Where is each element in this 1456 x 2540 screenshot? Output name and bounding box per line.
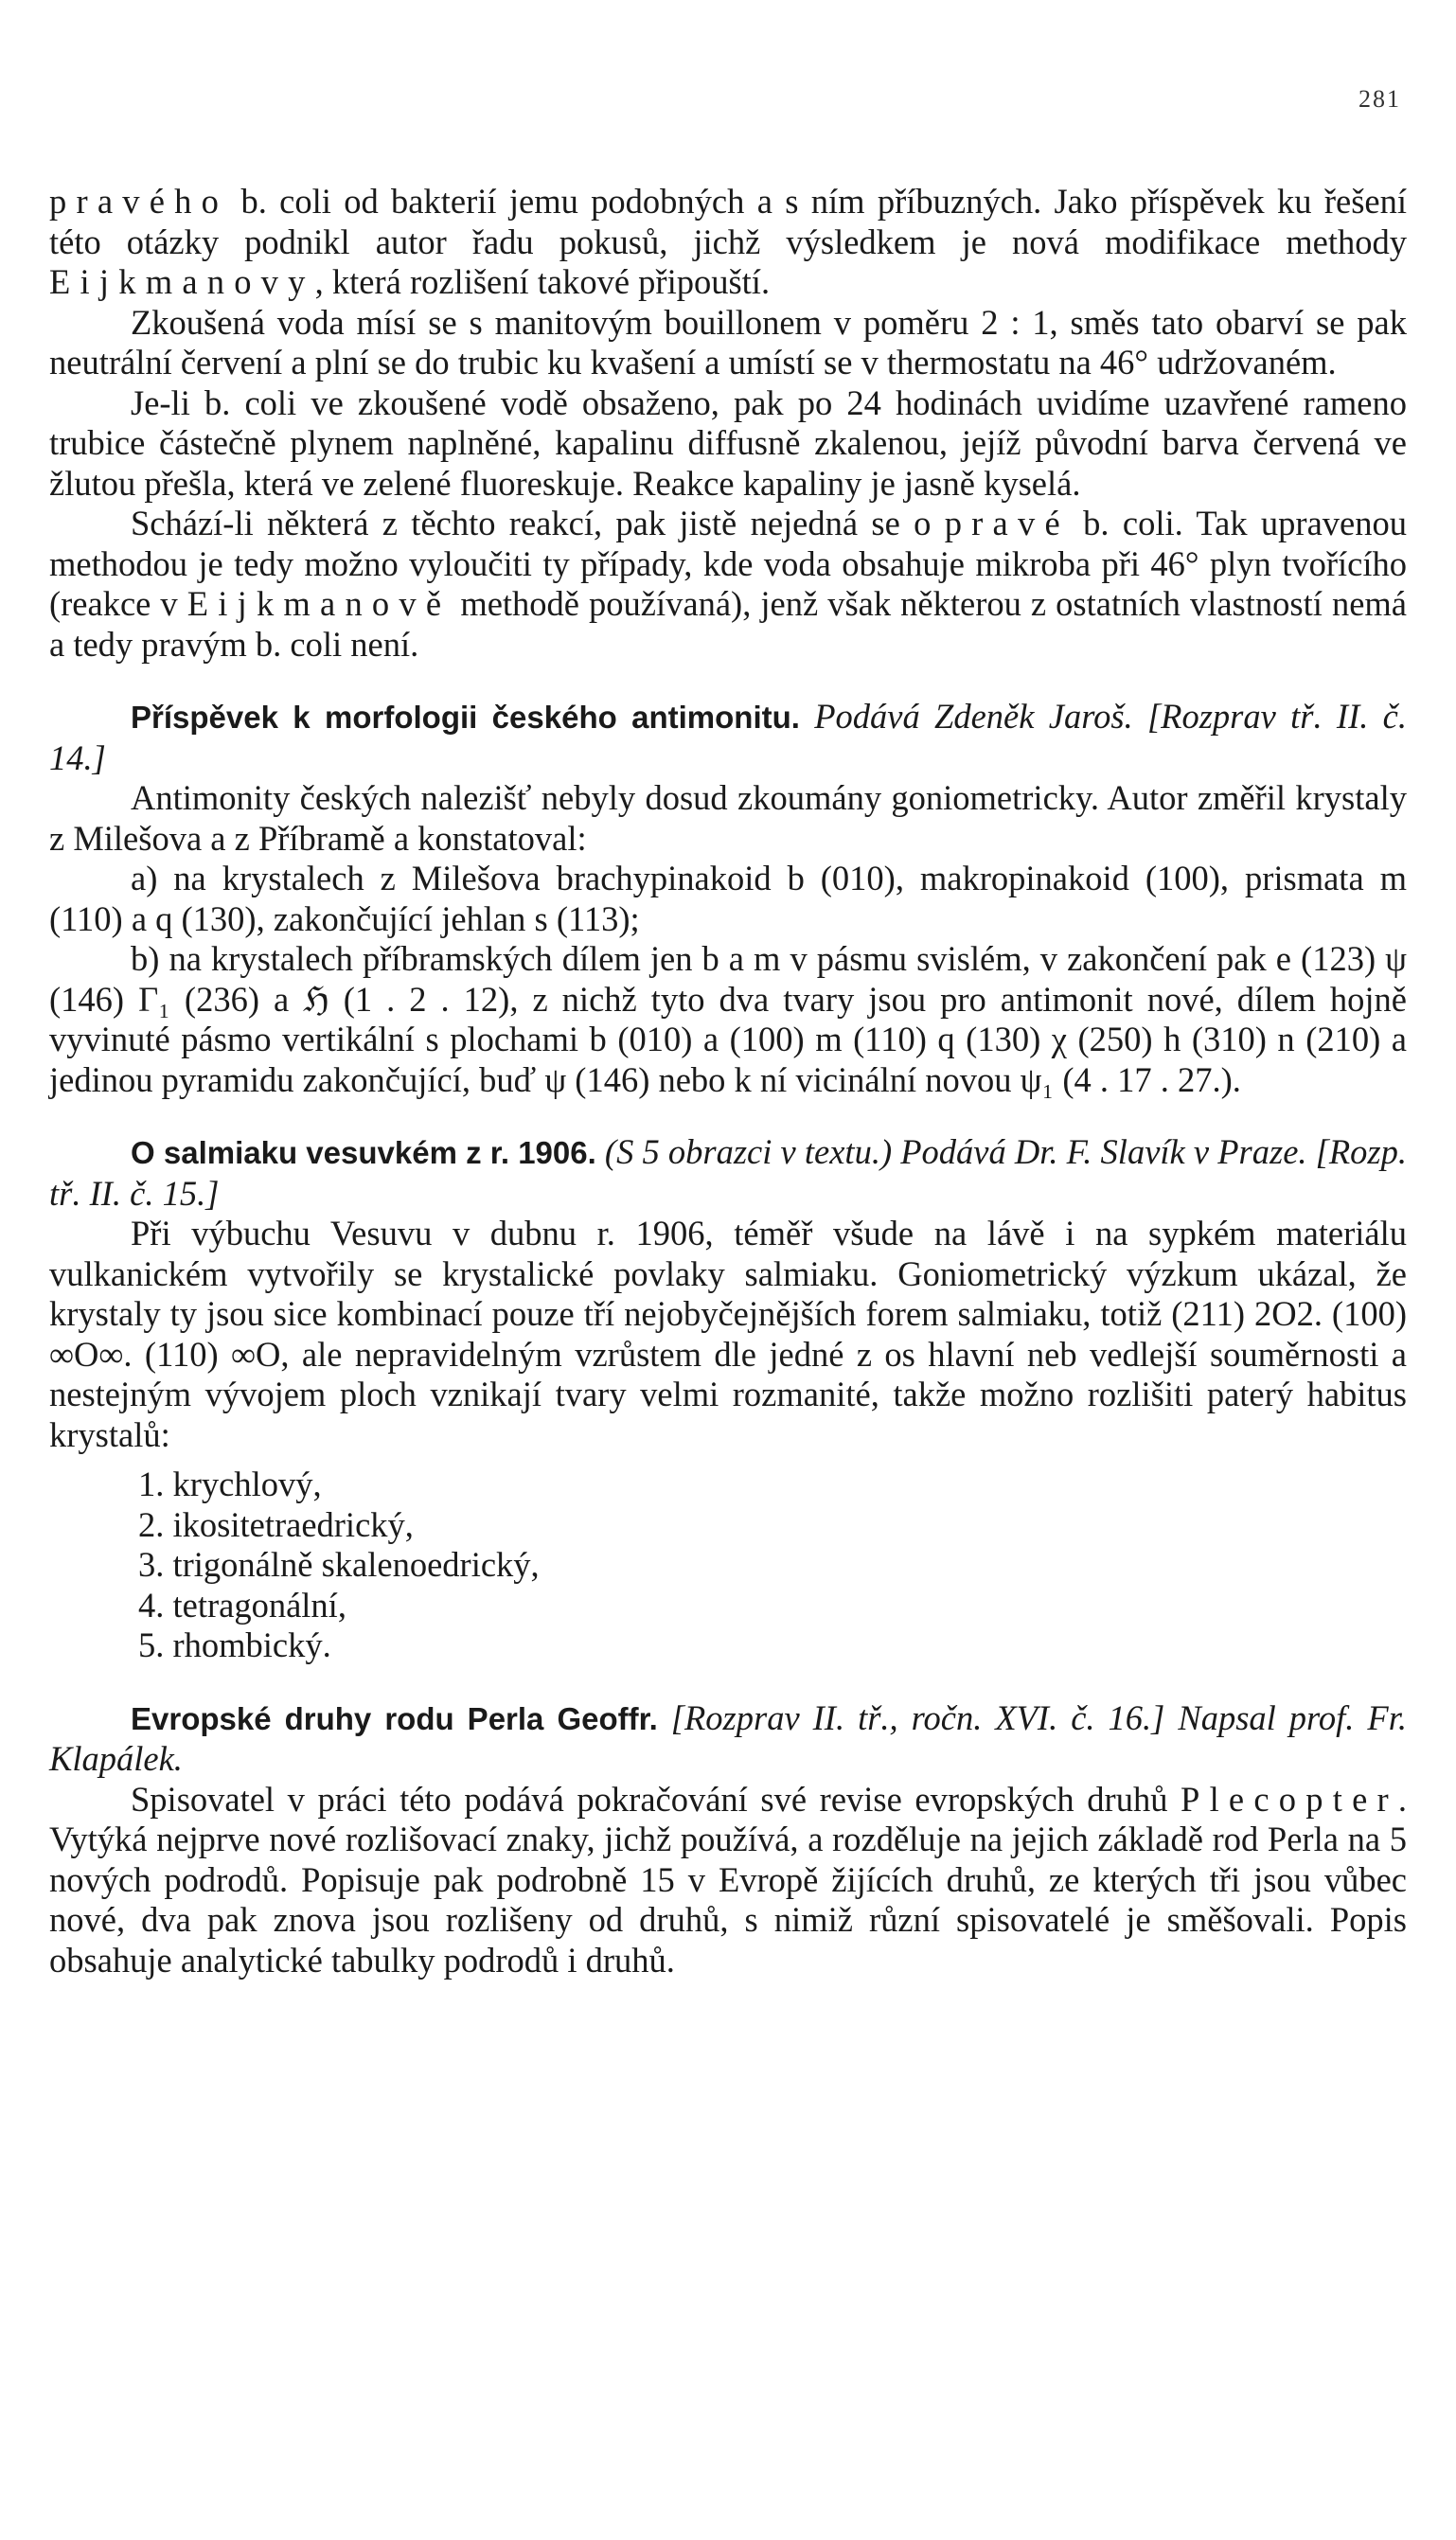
- paragraph-text: . Vytýká nejprve nové rozlišovací znaky, jichž používá, a rozděluje na jejich základě rod Perla na 5 nových podrodů. Popisuje pak podrobně 15 v Evropě žijících druhů, ze kterých tři jsou vůbec nové, dva pak znova jsou rozlišeny od druhů, s nimiž různí spisovatelé je směšovali. Popis obsahuje analytické tabulky podrodů i druhů.: [49, 1779, 1407, 1980]
- section-heading-salmiak: [49, 1132, 1407, 1214]
- section-heading-antimonit: [49, 697, 1407, 778]
- paragraph-text: , která rozlišení takové připouští.: [314, 262, 771, 301]
- spaced-term: pravého: [49, 182, 229, 221]
- paragraph-text: b. coli. Tak upravenou methodou je tedy možno vyloučiti ty případy, kde voda obsahuje mikroba při 46° plyn tvořícího (reakce v: [49, 504, 1407, 623]
- paragraph-antimonit-item-b: b) na krystalech příbramských dílem jen b a m v pásmu svislém, v zakončení pak e (123) ψ (146) Γ₁ (236) a ℌ (1 . 2 . 12), z nichž tyto dva tvary jsou pro antimonit nové, dílem hojně vyvinuté pásmo vertikální s plochami b (010) a (100) m (110) q (130) χ (250) h (310) n (210) a jedinou pyramidu zakončující, buď ψ (146) nebo k ní vicinální novou ψ₁ (4 . 17 . 27.).: [49, 939, 1407, 1099]
- paragraph-text: Schází-li některá z těchto reakcí, pak jistě nejedná se o: [131, 504, 945, 542]
- section-byline: (S 5 obrazci v textu.) Podává Dr. F. Slavík v Praze. [Rozp. tř. II. č. 15.]: [49, 1132, 1407, 1213]
- section-title: Evropské druhy rodu Perla Geoffr.: [131, 1700, 658, 1736]
- page-text: [49, 182, 1407, 1980]
- spaced-term: pravé: [944, 504, 1070, 542]
- paragraph-method: Zkoušená voda mísí se s manitovým bouillonem v poměru 2 : 1, směs tato obarví se pak neutrální červení a plní se do trubic ku kvašení a umístí se v thermostatu na 46° udržovaném.: [49, 302, 1407, 382]
- paragraph-text: Spisovatel v práci této podává pokračování své revise evropských druhů: [131, 1779, 1181, 1819]
- paragraph-antimonit-item-a: a) na krystalech z Milešova brachypinakoid b (010), makropinakoid (100), prismata m (110) a q (130), zakončující jehlan s (113);: [49, 859, 1407, 938]
- spaced-name: Eijkmanovy: [49, 262, 315, 301]
- list-item: 1. krychlový,: [138, 1465, 322, 1503]
- paragraph-text: b. coli od bakterií jemu podobných a s ním příbuzných. Jako příspěvek ku řešení této otázky podnikl autor řadu pokusů, jichž výsledkem je nová modifikace methody: [49, 182, 1407, 261]
- list-item: 4. tetragonální,: [138, 1585, 346, 1625]
- paragraph-antimonit-intro: Antimonity českých nalezišť nebyly dosud zkoumány goniometricky. Autor změřil krystaly z Milešova a z Příbramě a konstatoval:: [49, 778, 1407, 858]
- paragraph-text: methodě používaná), jenž však některou z ostatních vlastností nemá a tedy pravým b. coli není.: [49, 584, 1407, 664]
- list-item: 5. rhombický.: [138, 1625, 331, 1664]
- paragraph-continuation: [49, 182, 1407, 303]
- list-item: 2. ikositetraedrický,: [138, 1504, 414, 1544]
- list-item: 3. trigonálně skalenoedrický,: [138, 1545, 540, 1584]
- habitus-list: [49, 1465, 1407, 1666]
- section-byline: Podává Zdeněk Jaroš. [Rozprav tř. II. č. 14.]: [49, 697, 1408, 777]
- section-title: Příspěvek k morfologii českého antimonitu.: [131, 700, 800, 735]
- spaced-term: Plecopter: [1181, 1779, 1398, 1819]
- paragraph-salmiak-body: Při výbuchu Vesuvu v dubnu r. 1906, téměř všude na lávě i na sypkém materiálu vulkanickém vytvořily se krystalické povlaky salmiaku. Goniometrický výzkum ukázal, že krystaly ty jsou sice kombinací pouze tří nejobyčejnějších forem salmiaku, totiž (211) 2O2. (100) ∞O∞. (110) ∞O, ale nepravidelným vzrůstem dle jedné z os hlavní neb vedlejší souměrnosti a nestejným vývojem ploch vznikají tvary velmi rozmanité, takže možno rozlišiti paterý habitus krystalů:: [49, 1214, 1407, 1454]
- spaced-name: Eijkmanově: [186, 584, 452, 623]
- paragraph-perla-body: [49, 1780, 1407, 1981]
- section-heading-perla: [49, 1698, 1407, 1780]
- section-byline: [Rozprav II. tř., ročn. XVI. č. 16.] Napsal prof. Fr. Klapálek.: [49, 1697, 1407, 1778]
- paragraph-conclusion: [49, 504, 1407, 665]
- section-title: O salmiaku vesuvkém z r. 1906.: [131, 1135, 596, 1170]
- paragraph-result: Je-li b. coli ve zkoušené vodě obsaženo, pak po 24 hodinách uvidíme uzavřené rameno trubice částečně plynem naplněné, kapalinu diffusně zkalenou, jejíž původní barva červená ve žlutou přešla, která ve zelené fluoreskuje. Reakce kapaliny je jasně kyselá.: [49, 382, 1407, 503]
- page-number: 281: [1358, 85, 1401, 113]
